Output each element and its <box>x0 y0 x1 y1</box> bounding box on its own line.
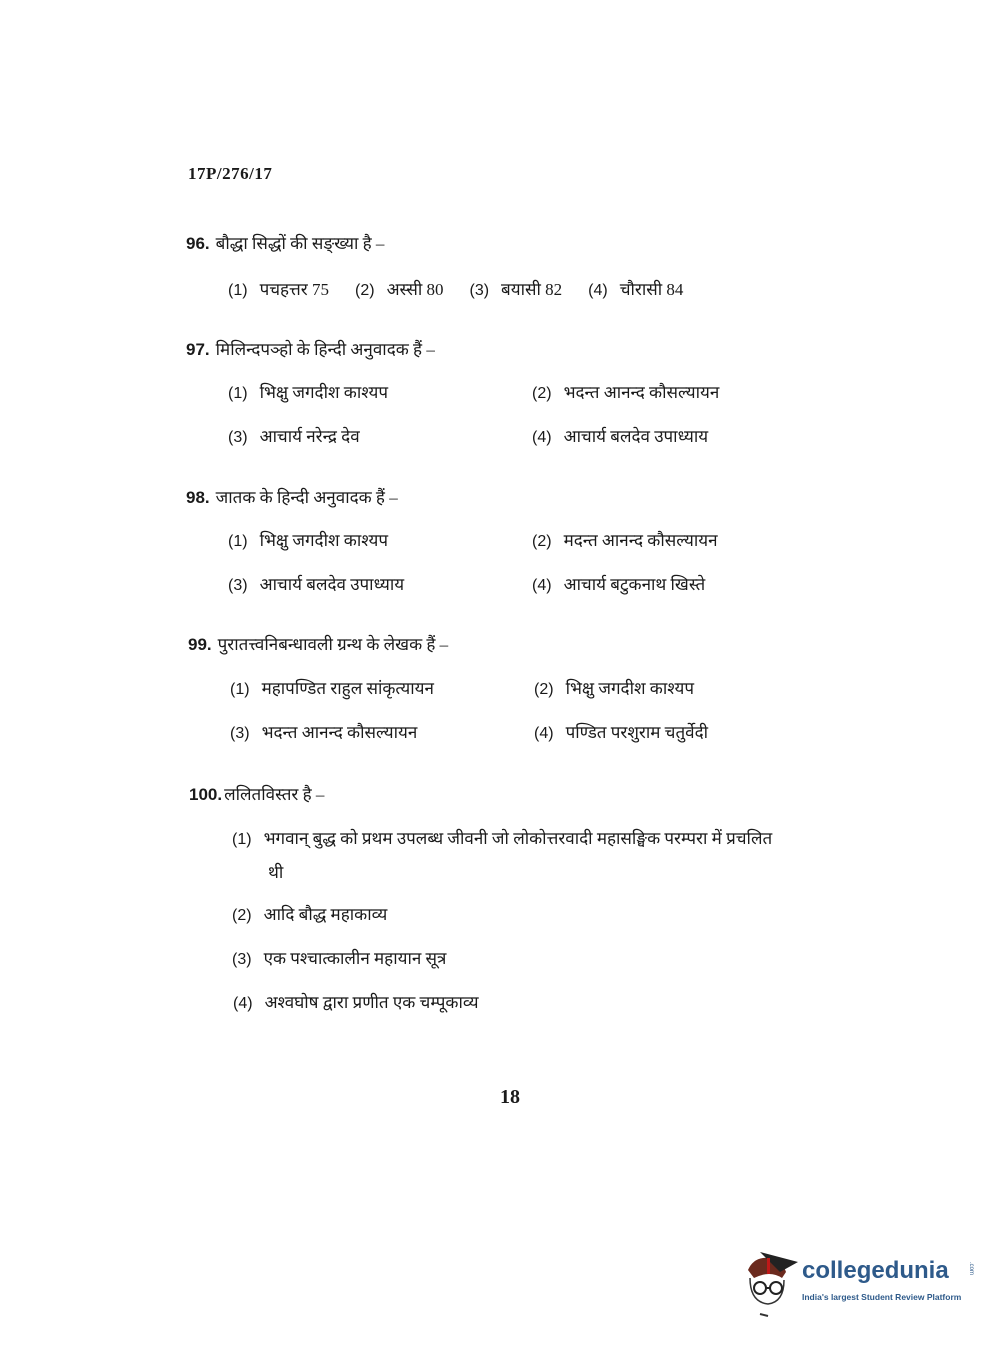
option-continuation: थी <box>268 863 284 882</box>
option-number: (3) <box>230 725 250 742</box>
question-number: 99. <box>188 635 212 654</box>
option <box>355 279 443 302</box>
option-text: भिक्षु जगदीश काश्यप <box>565 679 694 698</box>
option-number: (4) <box>588 282 608 299</box>
option <box>232 948 446 971</box>
option-number: (1) <box>228 385 248 402</box>
option <box>228 382 512 405</box>
question-text: ललितविस्तर है – <box>224 785 325 804</box>
option-text: आचार्य बटुकनाथ खिस्ते <box>563 575 706 594</box>
option-text: भदन्त आनन्द कौसल्यायन <box>563 383 720 402</box>
question-96 <box>186 233 384 255</box>
question-98 <box>186 487 398 509</box>
question-number: 98. <box>186 488 210 507</box>
option <box>228 530 512 553</box>
option <box>232 904 387 927</box>
option <box>228 426 512 449</box>
option <box>228 574 512 597</box>
brand-domain: .com <box>968 1262 974 1276</box>
option-text: अस्सी 80 <box>386 280 444 299</box>
collegedunia-watermark <box>740 1248 990 1320</box>
question-97 <box>186 339 435 361</box>
page-number: 18 <box>500 1086 520 1108</box>
option-number: (2) <box>355 282 375 299</box>
option-text: भगवान् बुद्ध को प्रथम उपलब्ध जीवनी जो लोकोत्तरवादी महासङ्घिक परम्परा में प्रचलित <box>263 829 773 848</box>
option <box>532 426 708 449</box>
option-number: (1) <box>230 681 250 698</box>
question-text: बौद्धा सिद्धों की सङ्ख्या है – <box>215 234 385 253</box>
option-text: पण्डित परशुराम चतुर्वेदी <box>565 723 709 742</box>
option-text: भिक्षु जगदीश काश्यप <box>259 383 388 402</box>
option-text: भिक्षु जगदीश काश्यप <box>259 531 388 550</box>
option-text: आचार्य बलदेव उपाध्याय <box>259 575 405 594</box>
option-number: (2) <box>532 385 552 402</box>
option-number: (4) <box>532 577 552 594</box>
option-text: अश्वघोष द्वारा प्रणीत एक चम्पूकाव्य <box>264 993 479 1012</box>
option-text: पचहत्तर 75 <box>259 280 329 299</box>
option-number: (3) <box>228 429 248 446</box>
options-row <box>228 574 705 597</box>
options-row <box>230 722 708 745</box>
option-text: आदि बौद्ध महाकाव्य <box>263 905 388 924</box>
option-text: भदन्त आनन्द कौसल्यायन <box>261 723 418 742</box>
option-number: (2) <box>532 533 552 550</box>
option <box>232 828 772 851</box>
question-100 <box>189 784 324 806</box>
brand-tagline: India's largest Student Review Platform <box>802 1292 962 1302</box>
question-number: 96. <box>186 234 210 253</box>
option-number: (1) <box>232 831 252 848</box>
question-text: जातक के हिन्दी अनुवादक हैं – <box>215 488 398 507</box>
option <box>534 678 694 701</box>
option <box>469 279 562 302</box>
option <box>228 279 329 302</box>
options-row <box>228 426 708 449</box>
option-number: (2) <box>534 681 554 698</box>
question-number: 97. <box>186 340 210 359</box>
option <box>532 530 718 553</box>
option <box>534 722 708 745</box>
option-number: (3) <box>469 282 490 299</box>
option-number: (4) <box>532 429 552 446</box>
options-row <box>228 530 718 553</box>
options-row <box>228 279 683 302</box>
option-text: महापण्डित राहुल सांकृत्यायन <box>261 679 434 698</box>
option-number: (3) <box>232 951 252 968</box>
option-text: आचार्य नरेन्द्र देव <box>259 427 360 446</box>
option <box>532 574 705 597</box>
option-number: (3) <box>228 577 248 594</box>
option <box>532 382 719 405</box>
option-text: मदन्त आनन्द कौसल्यायन <box>563 531 718 550</box>
option <box>230 722 514 745</box>
option-number: (1) <box>228 282 248 299</box>
mascot-icon <box>740 1248 800 1320</box>
option-text: आचार्य बलदेव उपाध्याय <box>563 427 709 446</box>
options-row <box>228 382 719 405</box>
option-number: (2) <box>232 907 252 924</box>
question-99 <box>188 634 448 656</box>
question-text: पुरातत्त्वनिबन्धावली ग्रन्थ के लेखक हैं – <box>217 635 449 654</box>
option-number: (4) <box>233 995 253 1012</box>
option-text: बयासी 82 <box>501 280 563 299</box>
option-text: चौरासी 84 <box>619 280 684 299</box>
option-text: एक पश्चात्कालीन महायान सूत्र <box>263 949 447 968</box>
option <box>230 678 514 701</box>
option <box>588 279 683 302</box>
question-text: मिलिन्दपञ्हो के हिन्दी अनुवादक हैं – <box>215 340 435 359</box>
option-number: (1) <box>228 533 248 550</box>
option-number: (4) <box>534 725 554 742</box>
question-number: 100. <box>189 785 223 804</box>
paper-code: 17P/276/17 <box>188 164 273 183</box>
brand-name: collegedunia <box>802 1257 949 1284</box>
option <box>233 992 479 1015</box>
options-row <box>230 678 694 701</box>
